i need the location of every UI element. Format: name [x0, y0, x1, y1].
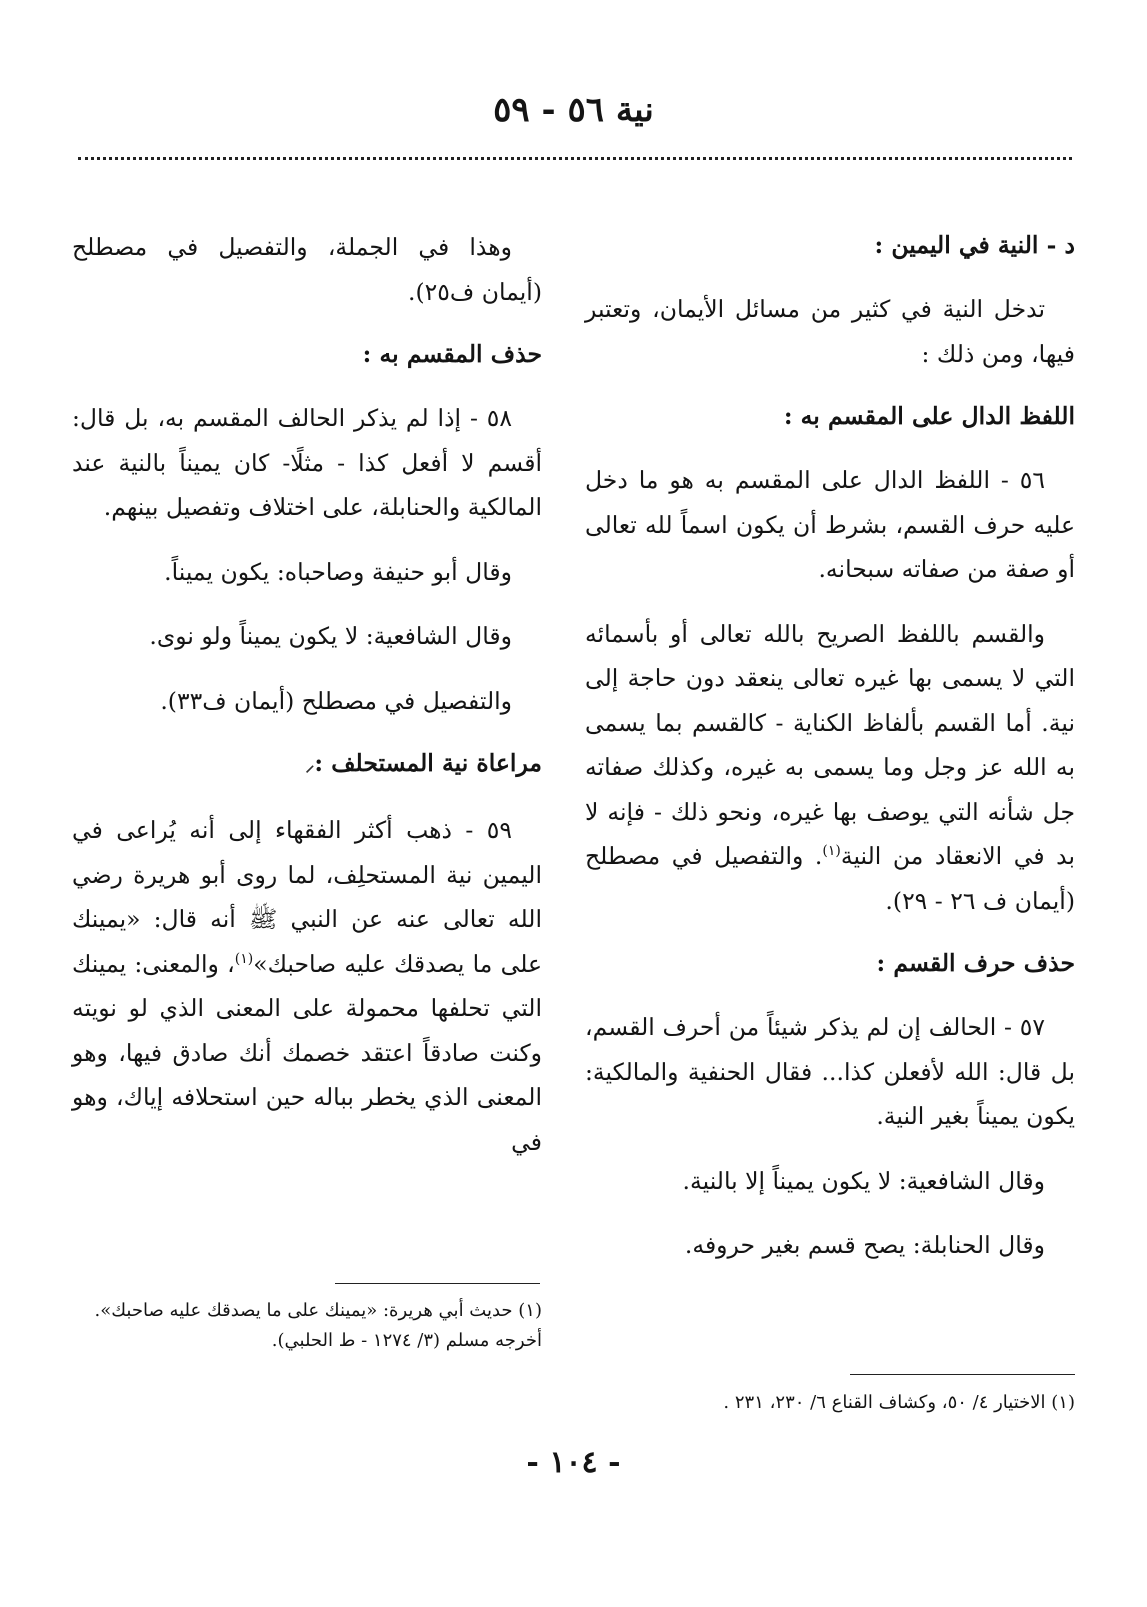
heading-lafz-dal: اللفظ الدال على المقسم به :	[783, 402, 1075, 430]
heading-hadhf-muqsam: حذف المقسم به :	[362, 340, 542, 368]
paragraph-57-shafii: وقال الشافعية: لا يكون يميناً إلا بالنية.	[682, 1166, 1045, 1195]
footnotes-left	[62, 1296, 542, 1356]
paragraph-qasam-text: والقسم باللفظ الصريح بالله تعالى أو بأسمائه التي لا يسمى بها غيره تعالى ينعقد دون حاجة إلى نية. أما القسم بألفاظ الكناية - كالقسم بما يسمى به الله عز وجل وما يسمى به غيره، وكذلك صفاته جل شأنه التي يوصف بها غيره، ونحو ذلك - فإنه لا بد في الانعقاد من النية	[585, 619, 1075, 870]
paragraph-intro: تدخل النية في كثير من مسائل الأيمان، وتعتبر فيها، ومن ذلك :	[585, 295, 1075, 368]
paragraph-qasam-tail: . والتفصيل في مصطلح (أيمان ف ٢٦ - ٢٩).	[585, 842, 1075, 915]
right-column	[585, 225, 1075, 1288]
footnotes-right	[585, 1388, 1075, 1418]
page-header-title: نية ٥٦ - ٥٩	[493, 90, 654, 130]
paragraph-58-shafii: وقال الشافعية: لا يكون يميناً ولو نوى.	[149, 622, 512, 650]
paragraph-57-hanabila: وقال الحنابلة: يصح قسم بغير حروفه.	[684, 1231, 1045, 1259]
paragraph-57: ٥٧ - الحالف إن لم يذكر شيئاً من أحرف القسم، بل قال: الله لأفعلن كذا... فقال الحنفية والمالكية: يكون يميناً بغير النية.	[585, 1013, 1075, 1130]
paragraph-59-text: ٥٩ - ذهب أكثر الفقهاء إلى أنه يُراعى في اليمين نية المستحلِف، لما روى أبو هريرة رضي الله تعالى عنه عن النبي ﷺ أنه قال: «يمينك على ما يصدقك عليه صاحبك»	[72, 816, 542, 978]
paragraph-continuation: وهذا في الجملة، والتفصيل في مصطلح (أيمان ف٢٥).	[72, 233, 542, 306]
paragraph-59-tail: ، والمعنى: يمينك التي تحلفها محمولة على المعنى الذي لو نويته وكنت صادقاً اعتقد خصمك أنك صادق فيها، وهو المعنى الذي يخطر بباله حين استحلافه إياك، وهو في	[72, 949, 542, 1156]
heading-muraat-niyya	[72, 743, 542, 786]
footnote-left-1: (١) حديث أبي هريرة: «يمينك على ما يصدقك عليه صاحبك».	[94, 1300, 542, 1321]
footnote-marker: (١)	[234, 950, 254, 967]
heading-hadhf-harf: حذف حرف القسم :	[876, 949, 1075, 977]
paragraph-58-hanafi: وقال أبو حنيفة وصاحباه: يكون يميناً.	[164, 557, 512, 586]
footnote-right-1: (١) الاختيار ٤/ ٥٠، وكشاف القناع ٦/ ٢٣٠، ٢٣١ .	[723, 1392, 1075, 1413]
heading-muraat-text: مراعاة نية المستحلف :	[314, 749, 542, 777]
paragraph-qasam	[585, 612, 1075, 924]
paragraph-58-tafsil: والتفصيل في مصطلح (أيمان ف٣٣).	[160, 686, 512, 715]
paragraph-56: ٥٦ - اللفظ الدال على المقسم به هو ما دخل عليه حرف القسم، بشرط أن يكون اسماً لله تعالى أو صفة من صفاته سبحانه.	[585, 466, 1075, 583]
heading-niyya-yamin: د - النية في اليمين :	[874, 231, 1075, 259]
page-number: - ١٠٤ -	[526, 1445, 621, 1480]
paragraph-59	[72, 808, 542, 1164]
footnote-divider-right	[850, 1374, 1075, 1375]
header-dotted-divider	[78, 157, 1072, 160]
footnote-left-2: أخرجه مسلم (٣/ ١٢٧٤ - ط الحلبي).	[271, 1330, 542, 1351]
footnote-divider-left	[335, 1283, 540, 1284]
footnote-marker: (١)	[822, 843, 841, 860]
margin-mark-icon: ⸜	[305, 755, 315, 776]
left-column	[72, 225, 542, 1184]
paragraph-58: ٥٨ - إذا لم يذكر الحالف المقسم به، بل قال: أقسم لا أفعل كذا - مثلًا- كان يميناً بالنية عند المالكية والحنابلة، على اختلاف وتفصيل بينهم.	[72, 404, 542, 521]
